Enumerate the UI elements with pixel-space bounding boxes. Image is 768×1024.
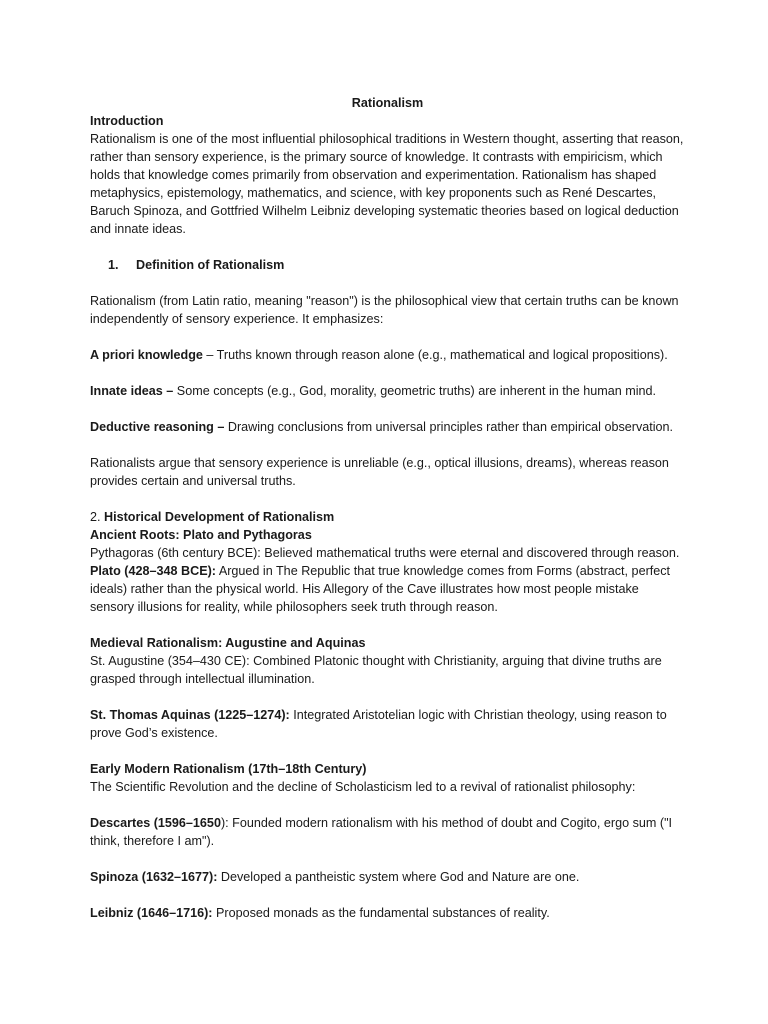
aquinas-text: Integrated Aristotelian logic with Christian theology, using reason to prove God’s existence. (90, 708, 667, 740)
section-1-heading (90, 256, 685, 274)
rationalists-paragraph: Rationalists argue that sensory experience is unreliable (e.g., optical illusions, dreams), whereas reason provides certain and universal truths. (90, 456, 669, 488)
intro-heading: Introduction (90, 114, 164, 128)
modern-heading: Early Modern Rationalism (17th–18th Century) (90, 762, 367, 776)
document-content (90, 94, 685, 922)
definition-paragraph: Rationalism (from Latin ratio, meaning "reason") is the philosophical view that certain truths can be known independently of sensory experience. It emphasizes: (90, 294, 679, 326)
descartes-label: Descartes (1596–1650 (90, 816, 221, 830)
aquinas-paragraph (90, 706, 685, 742)
section-1-title: Definition of Rationalism (136, 258, 285, 272)
section-1-number: 1. (108, 258, 119, 272)
term-deductive-label: Deductive reasoning – (90, 420, 225, 434)
term-a-priori-label: A priori knowledge (90, 348, 203, 362)
spinoza-text: Developed a pantheistic system where God and Nature are one. (220, 870, 580, 884)
leibniz-label: Leibniz (1646–1716): (90, 906, 213, 920)
section-2-heading (90, 508, 685, 526)
medieval-heading: Medieval Rationalism: Augustine and Aquinas (90, 636, 366, 650)
modern-intro: The Scientific Revolution and the decline of Scholasticism led to a revival of rationalist philosophy: (90, 780, 636, 794)
term-a-priori-text: Truths known through reason alone (e.g., mathematical and logical propositions). (216, 348, 668, 362)
pythagoras-paragraph: Pythagoras (6th century BCE): Believed mathematical truths were eternal and discovered through reason. (90, 546, 680, 560)
intro-paragraph: Rationalism is one of the most influential philosophical traditions in Western thought, asserting that reason, rather than sensory experience, is the primary source of knowledge. It contrasts with empiricism, which holds that knowledge comes primarily from observation and experimentation. Rationalism has shaped metaphysics, epistemology, mathematics, and science, with key proponents such as René Descartes, Baruch Spinoza, and Gottfried Wilhelm Leibniz developing systematic theories based on logical deduction and innate ideas. (90, 132, 684, 236)
augustine-paragraph: St. Augustine (354–430 CE): Combined Platonic thought with Christianity, arguing that divine truths are grasped through intellectual illumination. (90, 654, 662, 686)
plato-paragraph (90, 562, 685, 616)
aquinas-label: St. Thomas Aquinas (1225–1274): (90, 708, 290, 722)
plato-label: Plato (428–348 BCE): (90, 564, 216, 578)
term-innate-ideas-label: Innate ideas – (90, 384, 174, 398)
document-title: Rationalism (351, 96, 424, 110)
term-a-priori: A priori knowledge – Truths known through reason alone (e.g., mathematical and logical propositions). (90, 348, 668, 362)
term-innate-ideas (90, 382, 685, 400)
term-innate-ideas-text: Some concepts (e.g., God, morality, geometric truths) are inherent in the human mind. (176, 384, 657, 398)
spinoza-paragraph (90, 868, 685, 886)
ancient-heading: Ancient Roots: Plato and Pythagoras (90, 528, 312, 542)
spinoza-label: Spinoza (1632–1677): (90, 870, 218, 884)
leibniz-text: Proposed monads as the fundamental substances of reality. (216, 906, 550, 920)
plato-text: Argued in The Republic that true knowledge comes from Forms (abstract, perfect ideals) rather than the physical world. His Allegory of the Cave illustrates how most people mistake sensory illusions for reality, while philosophers seek truth through reason. (90, 564, 671, 614)
section-2-title: Historical Development of Rationalism (104, 510, 335, 524)
section-2-number: 2. (90, 510, 101, 524)
descartes-paragraph (90, 814, 685, 850)
term-deductive (90, 418, 685, 436)
descartes-text: ): Founded modern rationalism with his method of doubt and Cogito, ergo sum ("I think, therefore I am"). (90, 816, 673, 848)
term-deductive-text: Drawing conclusions from universal principles rather than empirical observation. (227, 420, 674, 434)
leibniz-paragraph (90, 904, 685, 922)
